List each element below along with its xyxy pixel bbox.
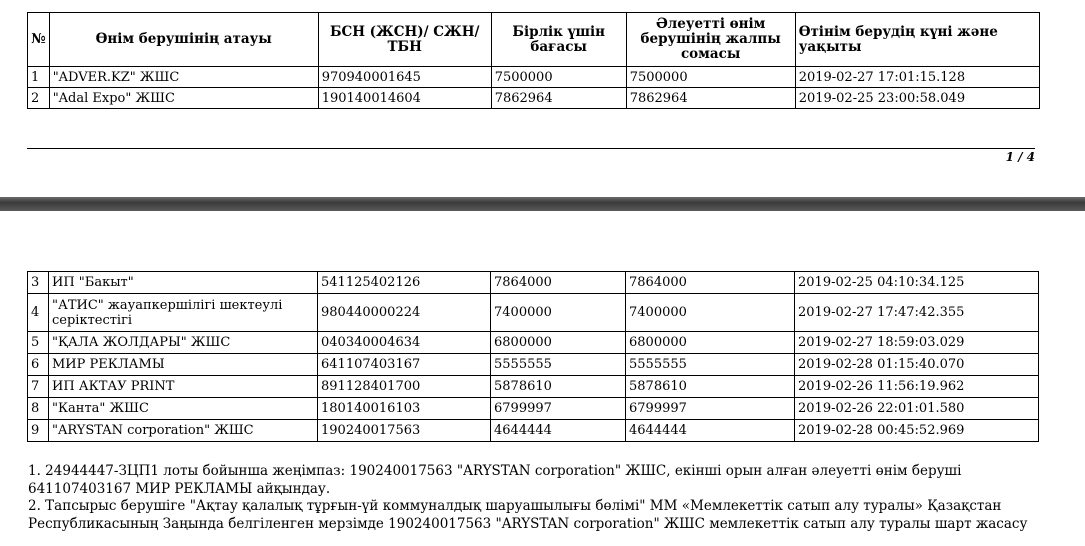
cell-total-amount: 6800000 [626, 332, 795, 354]
cell-total-amount: 7862964 [626, 88, 795, 109]
cell-total-amount: 5555555 [626, 354, 795, 376]
table-row [28, 67, 1040, 88]
table-row [28, 398, 1039, 420]
cell-total-amount: 7500000 [626, 67, 795, 88]
cell-submission-time: 2019-02-26 11:56:19.962 [795, 376, 1039, 398]
cell-submission-time: 2019-02-26 22:01:01.580 [795, 398, 1039, 420]
cell-total-amount: 6799997 [626, 398, 795, 420]
cell-submission-time: 2019-02-25 23:00:58.049 [795, 88, 1039, 109]
table-row [28, 272, 1039, 294]
page-break-separator [0, 197, 1085, 211]
page-number: 1 / 4 [1005, 150, 1035, 164]
table-header-row [28, 13, 1040, 67]
header-supplier-name: Өнім берушінің атауы [49, 13, 318, 67]
table-row [28, 294, 1039, 332]
table-row [28, 376, 1039, 398]
cell-supplier-name: ИП "Бакыт" [49, 272, 318, 294]
header-submission-time: Өтінім берудің күні және уақыты [795, 13, 1039, 67]
table-row [28, 332, 1039, 354]
header-unit-price: Бірлік үшін бағасы [491, 13, 626, 67]
cell-supplier-name: "ADVER.KZ" ЖШС [49, 67, 318, 88]
cell-submission-time: 2019-02-27 18:59:03.029 [795, 332, 1039, 354]
cell-number: 6 [28, 354, 49, 376]
cell-supplier-name: "ҚАЛА ЖОЛДАРЫ" ЖШС [49, 332, 318, 354]
cell-number: 5 [28, 332, 49, 354]
header-total-amount: Әлеуетті өнім берушінің жалпы сомасы [626, 13, 795, 67]
cell-bin: 180140016103 [318, 398, 491, 420]
cell-number: 2 [28, 88, 50, 109]
cell-bin: 040340004634 [318, 332, 491, 354]
cell-supplier-name: "Adal Expo" ЖШС [49, 88, 318, 109]
cell-total-amount: 7864000 [626, 272, 795, 294]
cell-submission-time: 2019-02-27 17:47:42.355 [795, 294, 1039, 332]
cell-total-amount: 4644444 [626, 420, 795, 442]
cell-unit-price: 7864000 [491, 272, 626, 294]
cell-unit-price: 6800000 [491, 332, 626, 354]
document-page-2 [0, 211, 1085, 546]
cell-bin: 980440000224 [318, 294, 491, 332]
page-footer-divider [27, 148, 1035, 149]
cell-number: 4 [28, 294, 49, 332]
cell-submission-time: 2019-02-28 01:15:40.070 [795, 354, 1039, 376]
cell-bin: 970940001645 [318, 67, 491, 88]
cell-unit-price: 7862964 [491, 88, 626, 109]
cell-submission-time: 2019-02-27 17:01:15.128 [795, 67, 1039, 88]
note-contract: 2. Тапсырыс берушіге "Ақтау қалалық тұрғын-үй коммуналдық шаруашылығы бөлімі" ММ «Мемлекеттік сатып алу туралы» Қазақстан Республикасының Заңында белгіленген мерзімде 190240017563 "ARYSTAN corporation" ЖШС мемлекеттік сатып алу туралы шарт жасасу [28, 498, 1028, 532]
cell-number: 8 [28, 398, 49, 420]
cell-unit-price: 4644444 [491, 420, 626, 442]
table-row [28, 88, 1040, 109]
document-page-1 [0, 0, 1085, 197]
table-row [28, 354, 1039, 376]
participants-table-page-2 [27, 271, 1039, 442]
table-row [28, 420, 1039, 442]
cell-supplier-name: МИР РЕКЛАМЫ [49, 354, 318, 376]
cell-number: 1 [28, 67, 50, 88]
decision-notes [28, 463, 1058, 533]
cell-number: 3 [28, 272, 49, 294]
cell-unit-price: 5555555 [491, 354, 626, 376]
cell-supplier-name: "Канта" ЖШС [49, 398, 318, 420]
cell-unit-price: 6799997 [491, 398, 626, 420]
cell-number: 7 [28, 376, 49, 398]
cell-bin: 641107403167 [318, 354, 491, 376]
cell-bin: 190140014604 [318, 88, 491, 109]
cell-bin: 541125402126 [318, 272, 491, 294]
cell-submission-time: 2019-02-25 04:10:34.125 [795, 272, 1039, 294]
note-winner: 1. 24944447-ЗЦП1 лоты бойынша жеңімпаз: 190240017563 "ARYSTAN corporation" ЖШС, екінші орын алған әлеуетті өнім беруші 641107403167 МИР РЕКЛАМЫ айқындау. [28, 463, 962, 497]
participants-table-page-1 [27, 12, 1040, 109]
header-number: № [28, 13, 50, 67]
cell-supplier-name: "ARYSTAN corporation" ЖШС [49, 420, 318, 442]
cell-supplier-name: ИП АКТАУ PRINT [49, 376, 318, 398]
header-bin: БСН (ЖСН)/ СЖН/ТБН [318, 13, 491, 67]
cell-total-amount: 7400000 [626, 294, 795, 332]
cell-bin: 190240017563 [318, 420, 491, 442]
cell-supplier-name: "АТИС" жауапкершілігі шектеулі серіктестігі [49, 294, 318, 332]
cell-submission-time: 2019-02-28 00:45:52.969 [795, 420, 1039, 442]
cell-unit-price: 7400000 [491, 294, 626, 332]
cell-total-amount: 5878610 [626, 376, 795, 398]
cell-unit-price: 5878610 [491, 376, 626, 398]
cell-unit-price: 7500000 [491, 67, 626, 88]
cell-number: 9 [28, 420, 49, 442]
cell-bin: 891128401700 [318, 376, 491, 398]
